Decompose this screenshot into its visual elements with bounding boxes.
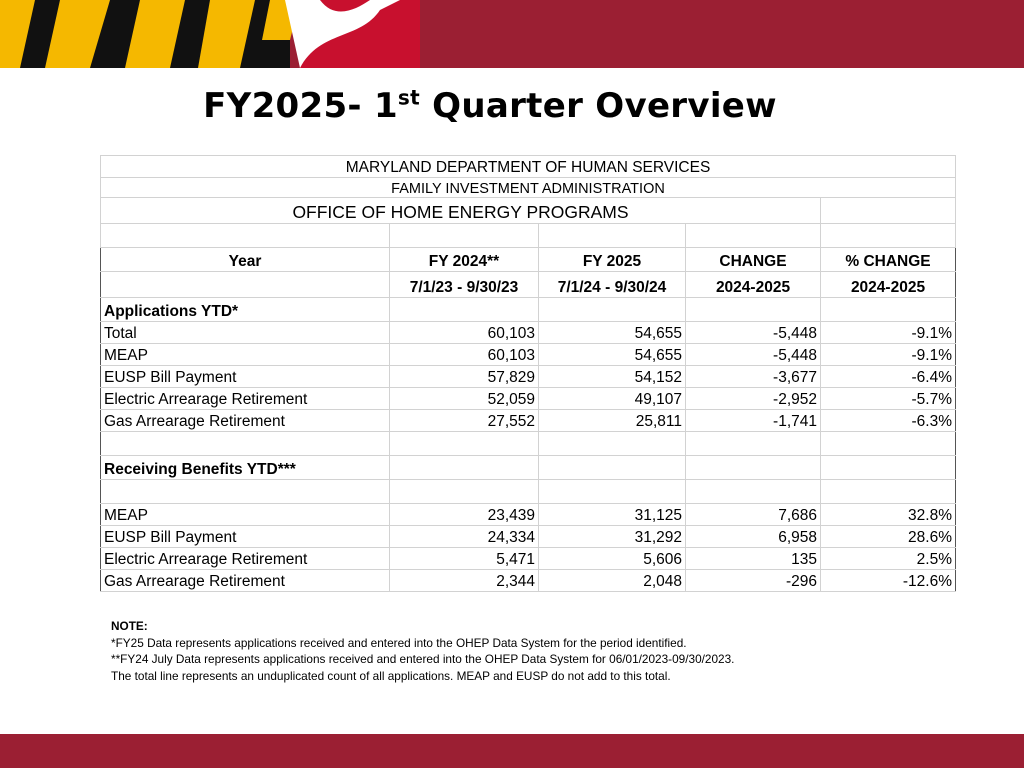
fy2025-value: 31,292 [539,526,686,548]
office-row [101,198,956,224]
subheader-row [101,272,956,298]
row-label: Gas Arrearage Retirement [101,570,390,592]
change-value: -1,741 [686,410,821,432]
header-year: Year [101,248,390,272]
fy2025-value: 54,655 [539,322,686,344]
benefits-section-row [101,456,956,480]
subheader-pct-period: 2024-2025 [821,272,956,298]
row-label: Electric Arrearage Retirement [101,548,390,570]
header-fy2024: FY 2024** [390,248,539,272]
department-name: MARYLAND DEPARTMENT OF HUMAN SERVICES [101,156,956,178]
spacer-row [101,224,956,248]
table-row [101,570,956,592]
table-row [101,388,956,410]
table-row [101,322,956,344]
pct-change-value: -5.7% [821,388,956,410]
change-value: -5,448 [686,344,821,366]
applications-section-label: Applications YTD* [101,298,390,322]
table-row [101,410,956,432]
row-label: Gas Arrearage Retirement [101,410,390,432]
header-fy2025: FY 2025 [539,248,686,272]
page-title: FY2025- 1st Quarter Overview [203,85,777,126]
row-label: Total [101,322,390,344]
fy2024-value: 5,471 [390,548,539,570]
applications-section-row [101,298,956,322]
fy2024-value: 23,439 [390,504,539,526]
table-row [101,526,956,548]
fy2024-value: 60,103 [390,344,539,366]
note-line: **FY24 July Data represents applications received and entered into the OHEP Data System for 06/01/2023-09/30/2023. [111,652,735,666]
change-value: -3,677 [686,366,821,388]
spacer-row [101,432,956,456]
fy2024-value: 24,334 [390,526,539,548]
pct-change-value: -9.1% [821,322,956,344]
subheader-blank [101,272,390,298]
change-value: -296 [686,570,821,592]
bottom-banner [0,734,1024,768]
row-label: MEAP [101,504,390,526]
header-change: CHANGE [686,248,821,272]
table-row [101,366,956,388]
benefits-section-label: Receiving Benefits YTD*** [101,456,390,480]
row-label: Electric Arrearage Retirement [101,388,390,410]
fy2025-value: 25,811 [539,410,686,432]
pct-change-value: -9.1% [821,344,956,366]
ohep-overview-table [100,155,956,592]
header-row [101,248,956,272]
office-name: OFFICE OF HOME ENERGY PROGRAMS [101,198,821,224]
note-line: *FY25 Data represents applications received and entered into the OHEP Data System for the period identified. [111,635,687,650]
change-value: -5,448 [686,322,821,344]
fy2025-value: 5,606 [539,548,686,570]
fy2025-value: 54,655 [539,344,686,366]
pct-change-value: -6.3% [821,410,956,432]
row-label: EUSP Bill Payment [101,366,390,388]
empty-cell [821,198,956,224]
fy2024-value: 57,829 [390,366,539,388]
pct-change-value: 28.6% [821,526,956,548]
fy2025-value: 2,048 [539,570,686,592]
pct-change-value: 2.5% [821,548,956,570]
table-row [101,504,956,526]
pct-change-value: 32.8% [821,504,956,526]
top-banner [0,0,1024,68]
fy2025-value: 54,152 [539,366,686,388]
notes-heading: NOTE: [111,619,148,633]
row-label: EUSP Bill Payment [101,526,390,548]
administration-name: FAMILY INVESTMENT ADMINISTRATION [101,178,956,198]
change-value: -2,952 [686,388,821,410]
subheader-change-period: 2024-2025 [686,272,821,298]
fy2024-value: 60,103 [390,322,539,344]
row-label: MEAP [101,344,390,366]
table-row [101,344,956,366]
subheader-fy2025-period: 7/1/24 - 9/30/24 [539,272,686,298]
maryland-flag-graphic [0,0,420,68]
spacer-row [101,480,956,504]
table-row [101,548,956,570]
fy2025-value: 31,125 [539,504,686,526]
fy2024-value: 27,552 [390,410,539,432]
department-row [101,156,956,178]
fy2024-value: 2,344 [390,570,539,592]
administration-row [101,178,956,198]
fy2025-value: 49,107 [539,388,686,410]
change-value: 135 [686,548,821,570]
change-value: 6,958 [686,526,821,548]
subheader-fy2024-period: 7/1/23 - 9/30/23 [390,272,539,298]
fy2024-value: 52,059 [390,388,539,410]
note-line: The total line represents an unduplicated count of all applications. MEAP and EUSP do not add to this total. [111,668,671,683]
change-value: 7,686 [686,504,821,526]
header-pct-change: % CHANGE [821,248,956,272]
notes-section [111,618,734,684]
pct-change-value: -12.6% [821,570,956,592]
pct-change-value: -6.4% [821,366,956,388]
